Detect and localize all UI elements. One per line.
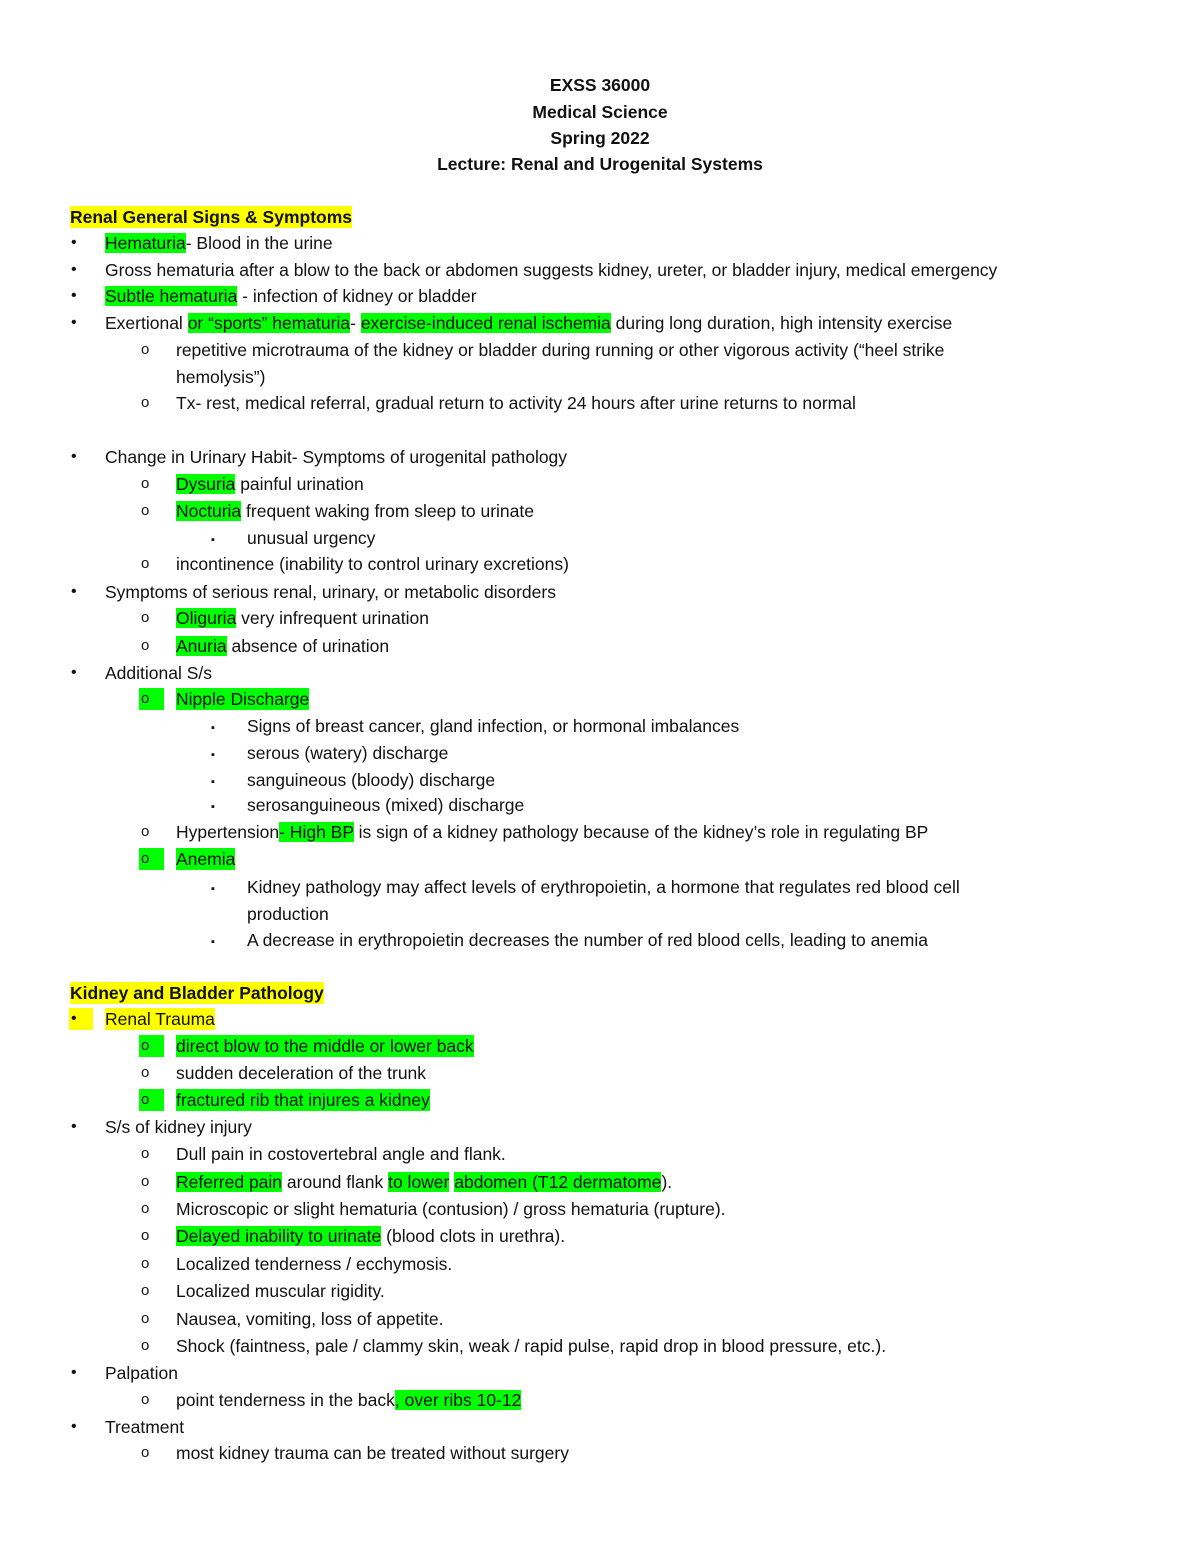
bullet-square: ▪ <box>211 801 215 813</box>
bullet-circle: o <box>139 688 164 710</box>
highlight-term: Renal Trauma <box>105 1009 215 1029</box>
highlight-term: Oliguria <box>176 608 237 628</box>
bullet-circle: o <box>141 1145 150 1162</box>
bullet-circle: o <box>141 394 150 411</box>
item-text: absence of urination <box>226 636 390 656</box>
bullet-circle: o <box>141 555 150 572</box>
item-text: Hypertension <box>176 822 280 842</box>
bullet-circle: o <box>141 1282 150 1299</box>
item-text: Shock (faintness, pale / clammy skin, weak / rapid pulse, rapid drop in blood pressure, etc.). <box>176 1336 887 1356</box>
bullet-disc: • <box>71 314 77 331</box>
highlight-term: direct blow to the middle or lower back <box>176 1036 474 1056</box>
highlight-term: fractured rib that injures a kidney <box>176 1090 430 1110</box>
highlight-term: to lower <box>388 1172 450 1192</box>
item-text: Symptoms of serious renal, urinary, or metabolic disorders <box>105 582 556 602</box>
bullet-circle: o <box>141 1391 150 1408</box>
bullet-circle: o <box>141 1310 150 1327</box>
item-text: Nausea, vomiting, loss of appetite. <box>176 1309 444 1329</box>
bullet-square: ▪ <box>211 534 215 546</box>
item-text: sudden deceleration of the trunk <box>176 1063 427 1083</box>
item-text: hemolysis”) <box>176 367 266 387</box>
highlight-term: Dysuria <box>176 474 236 494</box>
highlight-term: Anuria <box>176 636 227 656</box>
item-text: is sign of a kidney pathology because of the kidney’s role in regulating BP <box>353 822 929 842</box>
item-text: A decrease in erythropoietin decreases the number of red blood cells, leading to anemia <box>247 930 928 950</box>
item-text: serosanguineous (mixed) discharge <box>247 795 525 815</box>
item-text: during long duration, high intensity exercise <box>610 313 953 333</box>
bullet-circle: o <box>141 341 150 358</box>
item-text: repetitive microtrauma of the kidney or bladder during running or other vigorous activity (“heel strike <box>176 340 945 360</box>
bullet-circle: o <box>141 1255 150 1272</box>
bullet-disc: • <box>71 664 77 681</box>
highlight-term: or “sports” hematuria <box>187 313 351 333</box>
item-text: (blood clots in urethra). <box>381 1226 566 1246</box>
bullet-circle: o <box>139 1035 164 1057</box>
bullet-disc: • <box>71 234 77 251</box>
bullet-circle: o <box>141 502 150 519</box>
highlight-term: exercise-induced renal ischemia <box>360 313 611 333</box>
item-text: Gross hematuria after a blow to the back or abdomen suggests kidney, ureter, or bladder injury, medical emergency <box>105 260 998 280</box>
bullet-circle: o <box>141 1173 150 1190</box>
bullet-circle: o <box>141 1227 150 1244</box>
bullet-circle: o <box>139 848 164 870</box>
item-text: ). <box>661 1172 673 1192</box>
bullet-square: ▪ <box>211 776 215 788</box>
highlight-term: Delayed inability to urinate <box>176 1226 382 1246</box>
item-text: Exertional <box>105 313 188 333</box>
item-text: serous (watery) discharge <box>247 743 449 763</box>
highlight-term: Nocturia <box>176 501 242 521</box>
section-title-kidney-bladder: Kidney and Bladder Pathology <box>70 983 324 1003</box>
section-title-renal-signs: Renal General Signs & Symptoms <box>70 207 353 227</box>
item-text: Localized tenderness / ecchymosis. <box>176 1254 453 1274</box>
course-subject: Medical Science <box>532 102 668 122</box>
item-text: Change in Urinary Habit- Symptoms of urogenital pathology <box>105 447 568 467</box>
bullet-circle: o <box>141 1200 150 1217</box>
bullet-square: ▪ <box>211 749 215 761</box>
bullet-square: ▪ <box>211 936 215 948</box>
bullet-disc: • <box>69 1008 93 1030</box>
item-text: most kidney trauma can be treated without surgery <box>176 1443 569 1463</box>
item-text: Additional S/s <box>105 663 213 683</box>
highlight-term: Hematuria <box>105 233 186 253</box>
item-text: Treatment <box>105 1417 185 1437</box>
item-text: frequent waking from sleep to urinate <box>241 501 534 521</box>
highlight-term: Subtle hematuria <box>105 286 238 306</box>
highlight-term: Nipple Discharge <box>176 689 310 709</box>
item-text: Signs of breast cancer, gland infection, or hormonal imbalances <box>247 716 740 736</box>
item-text: Kidney pathology may affect levels of erythropoietin, a hormone that regulates red blood cell <box>247 877 960 897</box>
item-text: unusual urgency <box>247 528 376 548</box>
bullet-disc: • <box>71 287 77 304</box>
bullet-circle: o <box>139 1089 164 1111</box>
item-text: - <box>350 313 361 333</box>
item-text: - Blood in the urine <box>185 233 333 253</box>
item-text: sanguineous (bloody) discharge <box>247 770 496 790</box>
bullet-circle: o <box>141 475 150 492</box>
bullet-disc: • <box>71 1364 77 1381</box>
bullet-square: ▪ <box>211 722 215 734</box>
bullet-disc: • <box>71 583 77 600</box>
bullet-disc: • <box>71 261 77 278</box>
bullet-circle: o <box>141 1064 150 1081</box>
item-text: Tx- rest, medical referral, gradual return to activity 24 hours after urine returns to normal <box>176 393 856 413</box>
highlight-term: Anemia <box>176 849 236 869</box>
lecture-title: Lecture: Renal and Urogenital Systems <box>437 154 763 174</box>
bullet-circle: o <box>141 609 150 626</box>
course-term: Spring 2022 <box>550 128 650 148</box>
item-text: S/s of kidney injury <box>105 1117 252 1137</box>
item-text: incontinence (inability to control urinary excretions) <box>176 554 569 574</box>
item-text: - infection of kidney or bladder <box>237 286 477 306</box>
item-text: painful urination <box>235 474 364 494</box>
bullet-disc: • <box>71 1418 77 1435</box>
item-text: very infrequent urination <box>236 608 429 628</box>
item-text: Dull pain in costovertebral angle and flank. <box>176 1144 506 1164</box>
item-text: Palpation <box>105 1363 178 1383</box>
bullet-disc: • <box>71 1118 77 1135</box>
bullet-circle: o <box>141 1337 150 1354</box>
item-text: point tenderness in the back <box>176 1390 395 1410</box>
item-text: Microscopic or slight hematuria (contusion) / gross hematuria (rupture). <box>176 1199 726 1219</box>
highlight-term: - High BP <box>279 822 354 842</box>
bullet-circle: o <box>141 823 150 840</box>
bullet-circle: o <box>141 637 150 654</box>
bullet-square: ▪ <box>211 883 215 895</box>
highlight-term: abdomen (T12 dermatome <box>454 1172 662 1192</box>
course-code: EXSS 36000 <box>549 75 651 95</box>
bullet-circle: o <box>141 1444 150 1461</box>
highlight-term: , over ribs 10-12 <box>394 1390 522 1410</box>
highlight-term: Referred pain <box>176 1172 283 1192</box>
bullet-disc: • <box>71 448 77 465</box>
item-text: Localized muscular rigidity. <box>176 1281 385 1301</box>
item-text: around flank <box>282 1172 389 1192</box>
item-text: production <box>247 904 329 924</box>
